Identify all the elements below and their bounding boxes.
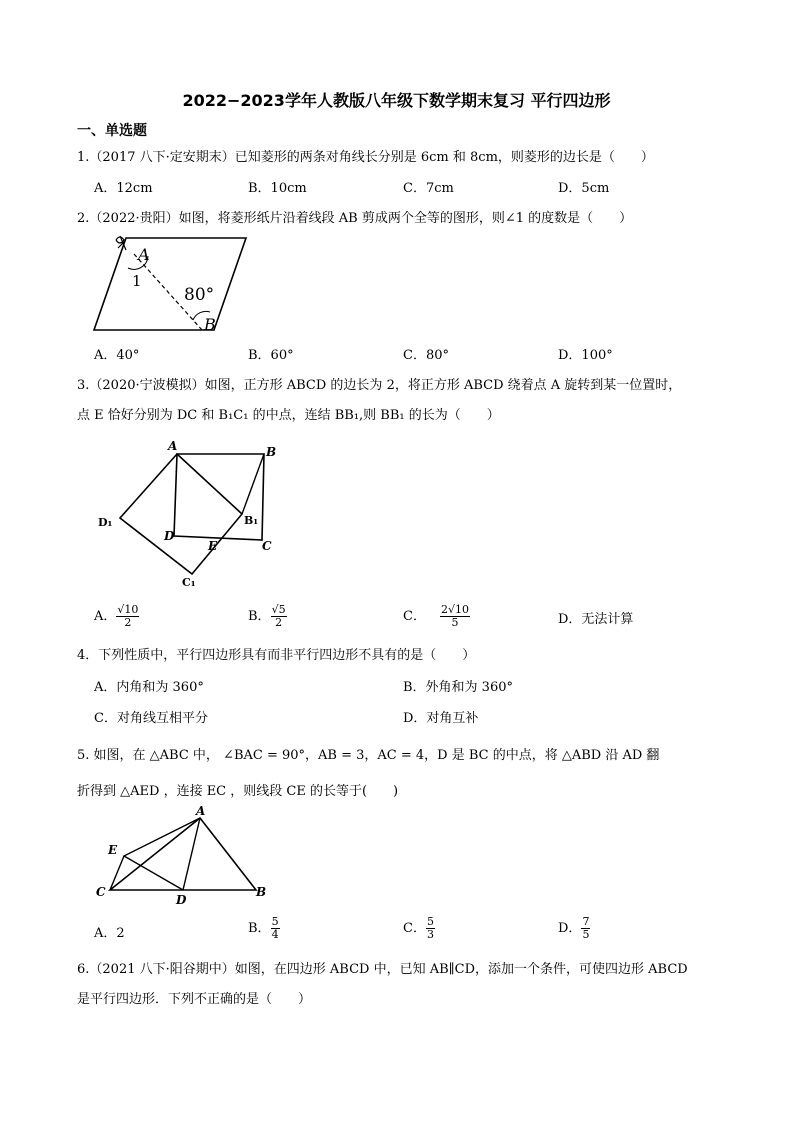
question-2-option-c[interactable]: C．80° (403, 348, 449, 363)
segment-ca (110, 818, 200, 890)
question-1-option-c[interactable]: C．7cm (403, 181, 454, 196)
question-3-option-b[interactable]: B． $\frac{√5}{2}$ (248, 603, 286, 629)
question-3-stem-line-1: 3.（2020·宁波模拟）如图，正方形 ABCD 的边长为 2，将正方形 ABCD 绕着点 A 旋转到某一位置时， (77, 378, 682, 393)
label-d1: D₁ (98, 516, 113, 529)
square-abcd (174, 454, 264, 540)
question-5-stem-line-2: 折得到 △AED ，连接 EC ，则线段 CE 的长等于( ) (77, 784, 399, 799)
question-5-option-b[interactable]: B． $\frac{5}{4}$ (248, 915, 279, 941)
triangle-abc (110, 818, 256, 890)
question-2-figure (88, 228, 258, 336)
label-c1: C₁ (182, 576, 196, 589)
question-4-stem: 4．下列性质中，平行四边形具有而非平行四边形不具有的是（ ） (77, 648, 476, 663)
label-e: E (208, 539, 218, 553)
label-c: C (96, 885, 106, 899)
question-5-option-c[interactable]: C． $\frac{5}{3}$ (403, 915, 434, 941)
triangle-aed (124, 818, 200, 890)
question-2-option-a[interactable]: A．40° (94, 348, 140, 363)
label-b: B (256, 885, 267, 899)
label-e: E (108, 843, 118, 857)
label-b1: B₁ (244, 514, 259, 527)
label-d: D (164, 529, 175, 543)
question-1-option-b[interactable]: B．10cm (248, 181, 307, 196)
question-2-option-b[interactable]: B．60° (248, 348, 294, 363)
page-title: 2022−2023学年人教版八年级下数学期末复习 平行四边形 (182, 91, 611, 110)
label-b: B (266, 445, 277, 459)
question-5-option-d[interactable]: D． $\frac{7}{5}$ (558, 915, 590, 941)
question-5-stem-line-1: 5. 如图，在 △ABC 中， ∠BAC = 90°，AB = 3，AC = 4，D 是 BC 的中点，将 △ABD 沿 AD 翻 (77, 748, 660, 763)
label-d: D (176, 893, 187, 906)
question-4-option-d[interactable]: D．对角互补 (403, 711, 479, 726)
section-heading: 一、单选题 (77, 123, 147, 139)
label-a: A (168, 439, 178, 453)
rhombus-shape (94, 238, 246, 330)
question-3-option-c[interactable]: C． $\frac{2√10}{5}$ (403, 603, 469, 629)
question-2-option-d[interactable]: D．100° (558, 348, 613, 363)
square-ab1c1d1 (120, 454, 242, 574)
question-6-stem-line-1: 6.（2021 八下·阳谷期中）如图，在四边形 ABCD 中，已知 AB∥CD，添加一个条件，可使四边形 ABCD (77, 962, 688, 977)
label-a: A (196, 806, 206, 818)
question-4-option-a[interactable]: A．内角和为 360° (94, 680, 204, 695)
question-5-option-a[interactable]: A．2 (94, 926, 125, 941)
segment-bb1 (242, 454, 264, 514)
label-80: 80° (184, 285, 215, 305)
question-3-option-d[interactable]: D．无法计算 (558, 612, 634, 627)
question-3-option-a[interactable]: A． $\frac{√10}{2}$ (94, 603, 139, 629)
question-4-option-c[interactable]: C．对角线互相平分 (94, 711, 208, 726)
question-1-stem: 1.（2017 八下·定安期末）已知菱形的两条对角线长分别是 6cm 和 8cm，则菱形的边长是（ ） (77, 150, 654, 165)
label-a: A (138, 245, 150, 264)
question-3-figure (90, 436, 290, 592)
question-2-stem: 2.（2022·贵阳）如图，将菱形纸片沿着线段 AB 剪成两个全等的图形，则∠1 的度数是（ ） (77, 211, 633, 226)
question-1-option-d[interactable]: D．5cm (558, 181, 610, 196)
question-4-option-b[interactable]: B．外角和为 360° (403, 680, 513, 695)
label-1: 1 (132, 272, 142, 290)
question-6-stem-line-2: 是平行四边形．下列不正确的是（ ） (77, 992, 312, 1007)
question-1-option-a[interactable]: A．12cm (94, 181, 153, 196)
question-3-stem-line-2: 点 E 恰好分别为 DC 和 B₁C₁ 的中点，连结 BB₁,则 BB₁ 的长为（ ） (77, 408, 500, 423)
label-c: C (262, 539, 272, 553)
question-5-figure (92, 806, 272, 906)
label-b: B (204, 315, 216, 334)
